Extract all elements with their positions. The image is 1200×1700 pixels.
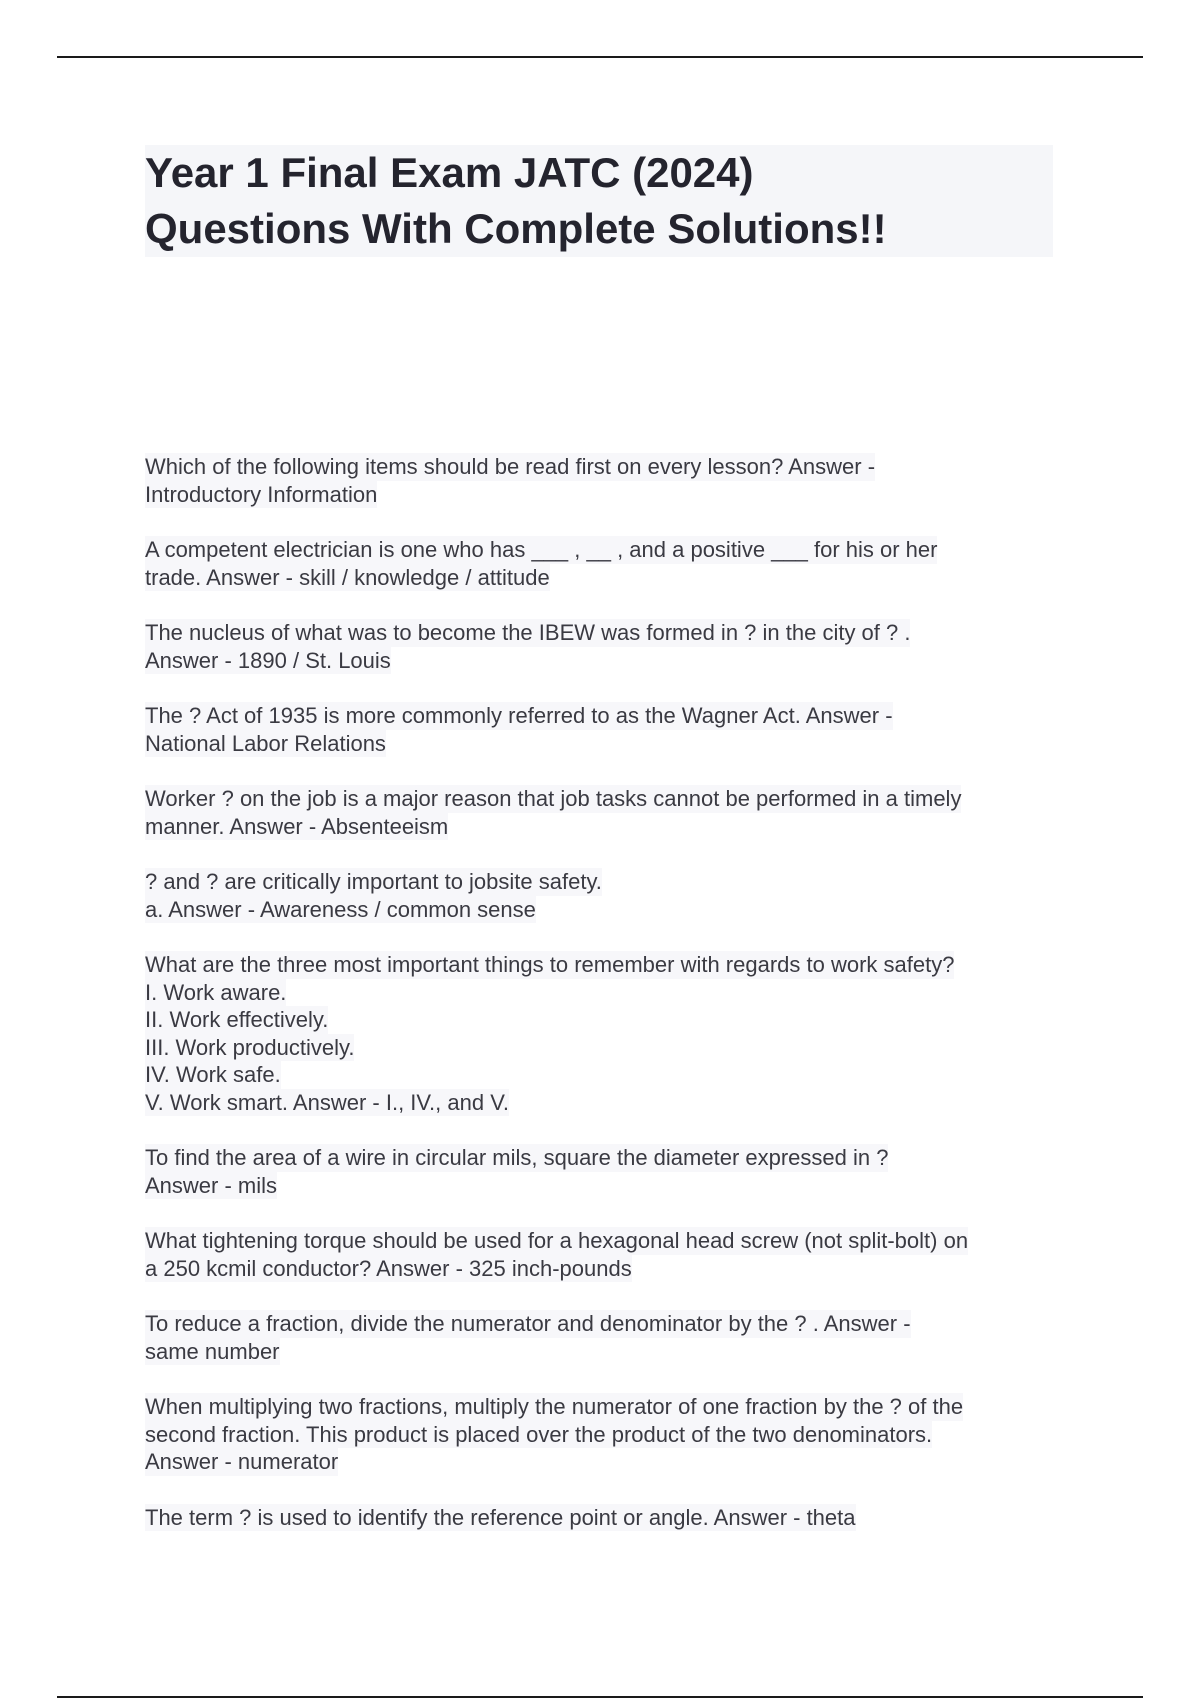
- question-text-line: second fraction. This product is placed over the product of the two denominators.: [145, 1421, 933, 1447]
- question-text-line: A competent electrician is one who has ___ , __ , and a positive ___ for his or her: [145, 537, 938, 562]
- question-item: [145, 1504, 1065, 1532]
- question-item: [145, 868, 1065, 923]
- question-item: [145, 785, 1065, 840]
- question-item: [145, 1144, 1065, 1199]
- question-item: [145, 619, 1065, 674]
- question-text-line: To find the area of a wire in circular mils, square the diameter expressed in ?: [145, 1145, 889, 1170]
- question-text-line: I. Work aware.: [145, 979, 287, 1005]
- question-item: [145, 951, 1065, 1116]
- question-text-line: ? and ? are critically important to jobsite safety.: [145, 869, 602, 894]
- title-line: Year 1 Final Exam JATC (2024): [145, 149, 754, 196]
- question-item: [145, 536, 1065, 591]
- question-item: [145, 1227, 1065, 1282]
- question-text-line: The ? Act of 1935 is more commonly referred to as the Wagner Act. Answer -: [145, 703, 893, 728]
- question-text-line: Introductory Information: [145, 481, 378, 507]
- question-text-line: What are the three most important things to remember with regards to work safety?: [145, 952, 955, 977]
- question-text-line: What tightening torque should be used for a hexagonal head screw (not split-bolt) on: [145, 1228, 969, 1253]
- question-text-line: a. Answer - Awareness / common sense: [145, 896, 536, 922]
- question-item: [145, 453, 1065, 508]
- question-text-line: Worker ? on the job is a major reason that job tasks cannot be performed in a timely: [145, 786, 962, 811]
- question-text-line: The term ? is used to identify the reference point or angle. Answer - theta: [145, 1504, 856, 1530]
- question-text-line: Answer - mils: [145, 1172, 278, 1198]
- question-text-line: V. Work smart. Answer - I., IV., and V.: [145, 1089, 509, 1115]
- question-text-line: II. Work effectively.: [145, 1007, 329, 1032]
- question-text-line: Answer - 1890 / St. Louis: [145, 647, 391, 673]
- question-text-line: III. Work productively.: [145, 1034, 355, 1060]
- question-text-line: IV. Work safe.: [145, 1062, 281, 1087]
- question-item: [145, 1393, 1065, 1476]
- question-list: [145, 453, 1065, 1559]
- question-text-line: Which of the following items should be read first on every lesson? Answer -: [145, 454, 876, 479]
- footer-rule: [57, 1696, 1143, 1698]
- question-item: [145, 1310, 1065, 1365]
- header-rule: [57, 56, 1143, 58]
- question-text-line: Answer - numerator: [145, 1449, 339, 1474]
- question-text-line: manner. Answer - Absenteeism: [145, 813, 449, 839]
- question-text-line: same number: [145, 1338, 280, 1364]
- question-text-line: To reduce a fraction, divide the numerator and denominator by the ? . Answer -: [145, 1311, 911, 1336]
- question-text-line: The nucleus of what was to become the IBEW was formed in ? in the city of ? .: [145, 620, 911, 645]
- question-text-line: trade. Answer - skill / knowledge / attitude: [145, 564, 550, 590]
- title-line: Questions With Complete Solutions!!: [145, 205, 887, 252]
- question-text-line: National Labor Relations: [145, 730, 386, 756]
- question-text-line: a 250 kcmil conductor? Answer - 325 inch-pounds: [145, 1255, 632, 1281]
- document-title: [145, 145, 1053, 257]
- question-item: [145, 702, 1065, 757]
- question-text-line: When multiplying two fractions, multiply the numerator of one fraction by the ? of the: [145, 1394, 964, 1419]
